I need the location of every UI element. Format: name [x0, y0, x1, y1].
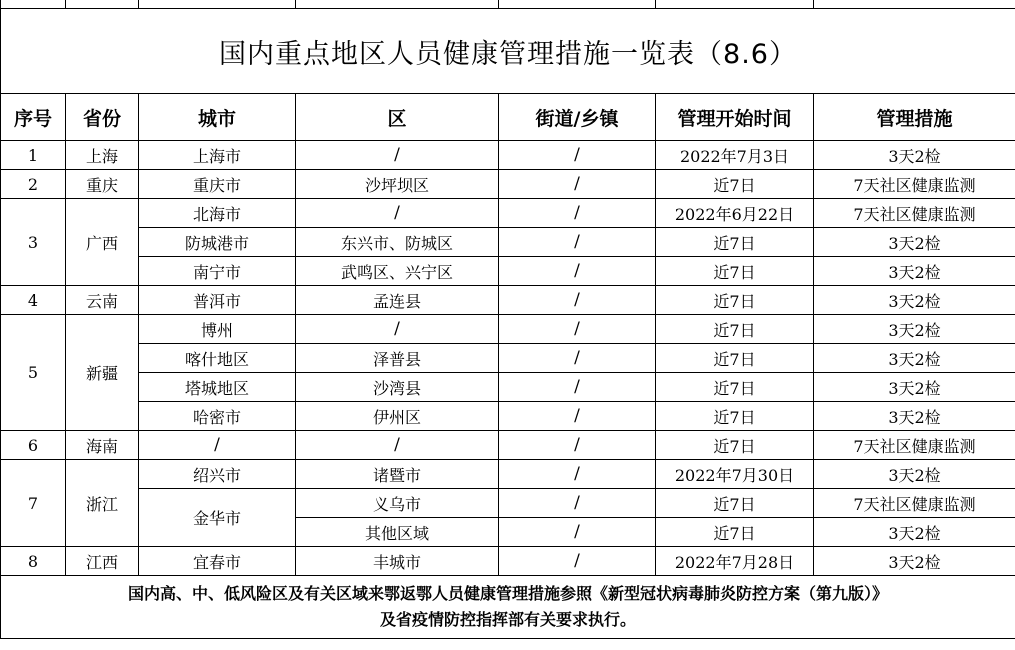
- cell-street: /: [499, 402, 656, 431]
- cell-district: 丰城市: [296, 547, 499, 576]
- cell-no: 3: [1, 199, 66, 286]
- cell-city: 宜春市: [139, 547, 296, 576]
- cell-city: 北海市: [139, 199, 296, 228]
- cell-street: /: [499, 141, 656, 170]
- header-start-time: 管理开始时间: [656, 94, 814, 141]
- cell-start: 近7日: [656, 344, 814, 373]
- cell-city: 防城港市: [139, 228, 296, 257]
- cell-start: 近7日: [656, 489, 814, 518]
- cell-street: /: [499, 170, 656, 199]
- cell-province: 广西: [66, 199, 139, 286]
- cell-city: 塔城地区: [139, 373, 296, 402]
- cell-city: 金华市: [139, 489, 296, 547]
- footer-line-2: 及省疫情防控指挥部有关要求执行。: [379, 610, 636, 629]
- top-spacer-row: [1, 0, 1015, 9]
- cell-measure: 3天2检: [814, 402, 1015, 431]
- cell-district: 孟连县: [296, 286, 499, 315]
- cell-city: 博州: [139, 315, 296, 344]
- table-row: [1, 286, 1015, 315]
- cell-start: 2022年7月3日: [656, 141, 814, 170]
- cell-measure: 7天社区健康监测: [814, 489, 1015, 518]
- header-measure: 管理措施: [814, 94, 1015, 141]
- cell-measure: 7天社区健康监测: [814, 170, 1015, 199]
- cell-district: 义乌市: [296, 489, 499, 518]
- cell-province: 浙江: [66, 460, 139, 547]
- cell-measure: 3天2检: [814, 315, 1015, 344]
- table-row: [1, 170, 1015, 199]
- cell-district: 泽普县: [296, 344, 499, 373]
- cell-street: /: [499, 286, 656, 315]
- cell-no: 2: [1, 170, 66, 199]
- cell-start: 2022年7月28日: [656, 547, 814, 576]
- cell-province: 新疆: [66, 315, 139, 431]
- cell-district: /: [296, 199, 499, 228]
- title-row: [1, 9, 1015, 94]
- cell-district: 沙湾县: [296, 373, 499, 402]
- cell-city: /: [139, 431, 296, 460]
- cell-start: 近7日: [656, 518, 814, 547]
- cell-street: /: [499, 460, 656, 489]
- table-row: [1, 460, 1015, 489]
- header-street: 街道/乡镇: [499, 94, 656, 141]
- cell-city: 喀什地区: [139, 344, 296, 373]
- cell-province: 海南: [66, 431, 139, 460]
- cell-start: 近7日: [656, 402, 814, 431]
- cell-district: /: [296, 431, 499, 460]
- cell-measure: 7天社区健康监测: [814, 431, 1015, 460]
- table-row: [1, 402, 1015, 431]
- cell-measure: 3天2检: [814, 257, 1015, 286]
- table-row: [1, 141, 1015, 170]
- table-row: [1, 547, 1015, 576]
- cell-street: /: [499, 315, 656, 344]
- footer-line-1: 国内高、中、低风险区及有关区域来鄂返鄂人员健康管理措施参照《新型冠状病毒肺炎防控方案（第九版）》: [127, 584, 888, 603]
- cell-no: 8: [1, 547, 66, 576]
- cell-measure: 3天2检: [814, 228, 1015, 257]
- cell-district: 东兴市、防城区: [296, 228, 499, 257]
- cell-no: 4: [1, 286, 66, 315]
- cell-start: 近7日: [656, 431, 814, 460]
- table-row: [1, 257, 1015, 286]
- cell-street: /: [499, 431, 656, 460]
- cell-start: 近7日: [656, 170, 814, 199]
- cell-district: /: [296, 315, 499, 344]
- table-row: [1, 344, 1015, 373]
- cell-city: 绍兴市: [139, 460, 296, 489]
- cell-district: 诸暨市: [296, 460, 499, 489]
- cell-start: 2022年6月22日: [656, 199, 814, 228]
- cell-district: 武鸣区、兴宁区: [296, 257, 499, 286]
- cell-city: 上海市: [139, 141, 296, 170]
- cell-street: /: [499, 373, 656, 402]
- cell-street: /: [499, 547, 656, 576]
- cell-city: 普洱市: [139, 286, 296, 315]
- cell-street: /: [499, 228, 656, 257]
- cell-start: 2022年7月30日: [656, 460, 814, 489]
- table-row: [1, 431, 1015, 460]
- cell-street: /: [499, 344, 656, 373]
- cell-measure: 7天社区健康监测: [814, 199, 1015, 228]
- cell-province: 上海: [66, 141, 139, 170]
- cell-start: 近7日: [656, 228, 814, 257]
- cell-province: 江西: [66, 547, 139, 576]
- cell-province: 云南: [66, 286, 139, 315]
- cell-measure: 3天2检: [814, 518, 1015, 547]
- cell-start: 近7日: [656, 315, 814, 344]
- cell-measure: 3天2检: [814, 286, 1015, 315]
- cell-street: /: [499, 518, 656, 547]
- cell-no: 6: [1, 431, 66, 460]
- table-row: [1, 199, 1015, 228]
- table-row: [1, 489, 1015, 518]
- cell-district: 其他区域: [296, 518, 499, 547]
- cell-district: 沙坪坝区: [296, 170, 499, 199]
- cell-measure: 3天2检: [814, 460, 1015, 489]
- footer-row: [1, 576, 1015, 639]
- header-row: [1, 94, 1015, 141]
- cell-street: /: [499, 199, 656, 228]
- cell-no: 5: [1, 315, 66, 431]
- cell-district: 伊州区: [296, 402, 499, 431]
- cell-district: /: [296, 141, 499, 170]
- footer-note: [1, 576, 1015, 639]
- cell-street: /: [499, 257, 656, 286]
- header-district: 区: [296, 94, 499, 141]
- table-row: [1, 228, 1015, 257]
- cell-start: 近7日: [656, 286, 814, 315]
- cell-city: 南宁市: [139, 257, 296, 286]
- cell-measure: 3天2检: [814, 141, 1015, 170]
- cell-city: 重庆市: [139, 170, 296, 199]
- cell-city: 哈密市: [139, 402, 296, 431]
- cell-province: 重庆: [66, 170, 139, 199]
- cell-measure: 3天2检: [814, 547, 1015, 576]
- cell-measure: 3天2检: [814, 373, 1015, 402]
- cell-no: 7: [1, 460, 66, 547]
- table-title: 国内重点地区人员健康管理措施一览表（8.6）: [1, 9, 1015, 94]
- cell-street: /: [499, 489, 656, 518]
- table-row: [1, 315, 1015, 344]
- cell-no: 1: [1, 141, 66, 170]
- table-row: [1, 373, 1015, 402]
- header-city: 城市: [139, 94, 296, 141]
- cell-start: 近7日: [656, 257, 814, 286]
- cell-measure: 3天2检: [814, 344, 1015, 373]
- header-no: 序号: [1, 94, 66, 141]
- cell-start: 近7日: [656, 373, 814, 402]
- header-province: 省份: [66, 94, 139, 141]
